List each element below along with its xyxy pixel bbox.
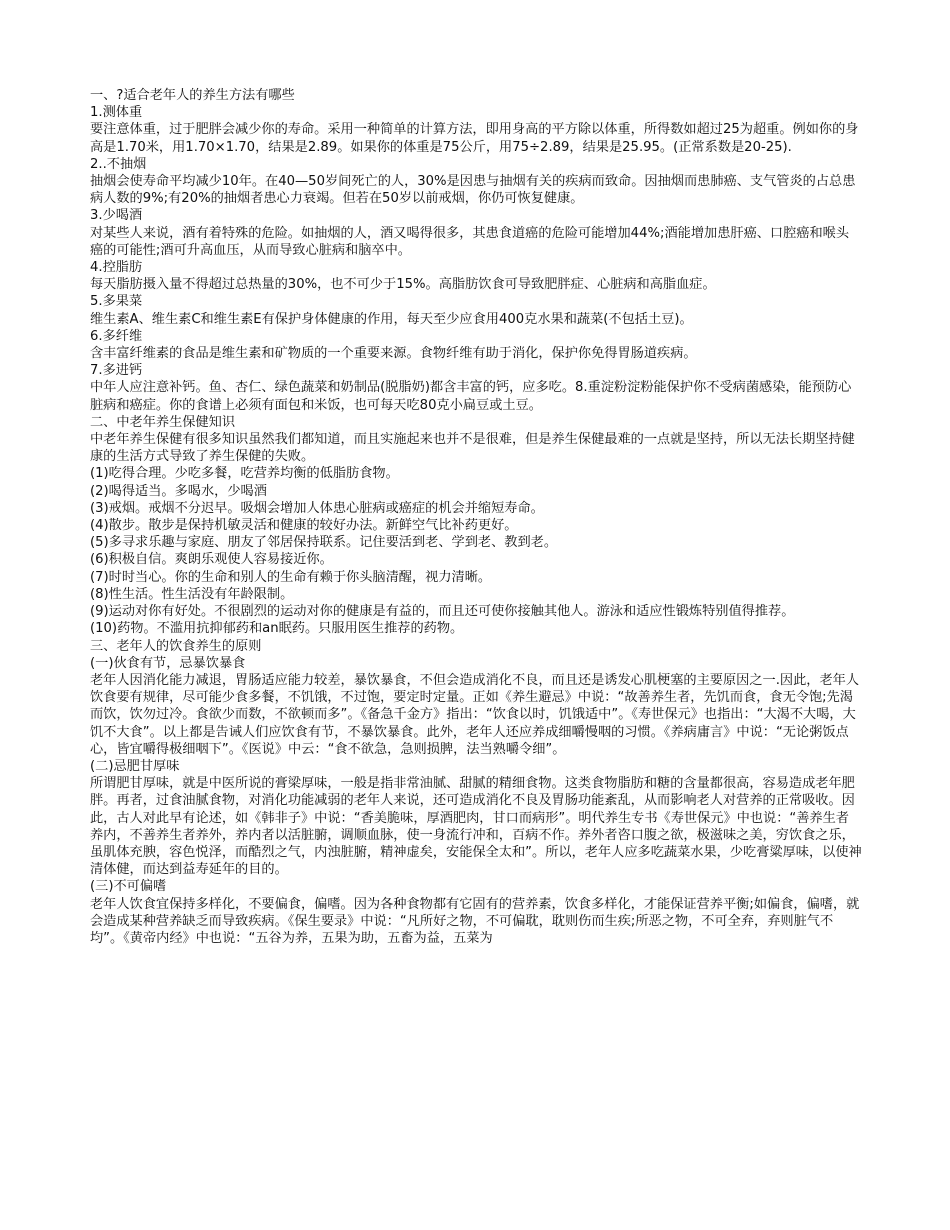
paragraph-fruits-vegetables: 维生素A、维生素C和维生素E有保护身体健康的作用，每天至少应食用400克水果和蔬菜(不包括土豆)。 — [90, 311, 693, 327]
list-item-6: (6)积极自信。爽朗乐观使人容易接近你。 — [90, 552, 333, 568]
list-item-8: (8)性生活。性生活没有年龄限制。 — [90, 586, 294, 602]
subheading-weigh: 1.测体重 — [90, 105, 143, 121]
section-heading-1: 一、?适合老年人的养生方法有哪些 — [90, 88, 295, 103]
document-page — [90, 87, 862, 947]
paragraph-section-2-intro: 中老年养生保健有很多知识虽然我们都知道，而且实施起来也并不是很难，但是养生保健最难的一点就是坚持，所以无法长期坚持健康的生活方式导致了养生保健的失败。 — [90, 432, 855, 465]
paragraph-avoid-rich-food: 所谓肥甘厚味，就是中医所说的膏梁厚味，一般是指非常油腻、甜腻的精细食物。这类食物脂肪和糖的含量都很高，容易造成老年肥胖。再者，过食油腻食物，对消化功能减弱的老年人来说，还可造成消化不良及胃肠功能紊乱，从而影响老人对营养的正常吸收。因此，古人对此早有论述，如《韩非子》中说：“香美脆味，厚酒肥肉，甘口而病形”。明代养生专书《寿世保元》中也说：“善养生者养内，不善养生者养外，养内者以活脏腑，调顺血脉，使一身流行冲和，百病不作。养外者咨口腹之欲，极滋味之美，穷饮食之乐，虽肌体充腴，容色悦泽，而酷烈之气，内浊脏腑，精神虚矣，安能保全太和”。所以，老年人应多吃蔬菜水果，少吃膏粱厚味，以使神清体健，而达到益寿延年的目的。 — [90, 776, 862, 878]
list-item-3: (3)戒烟。戒烟不分迟早。吸烟会增加人体患心脏病或癌症的机会并缩短寿命。 — [90, 500, 544, 516]
paragraph-calcium: 中年人应注意补钙。鱼、杏仁、绿色蔬菜和奶制品(脱脂奶)都含丰富的钙，应多吃。8.重淀粉淀粉能保护你不受病菌感染，能预防心脏病和癌症。你的食谱上必须有面包和米饭，也可每天吃80克小扁豆或土豆。 — [90, 380, 852, 413]
list-item-4: (4)散步。散步是保持机敏灵活和健康的较好办法。新鲜空气比补药更好。 — [90, 518, 518, 534]
subheading-less-alcohol: 3.少喝酒 — [90, 208, 143, 224]
subheading-moderate-eating: (一)伙食有节，忌暴饮暴食 — [90, 655, 246, 671]
section-heading-2: 二、中老年养生保健知识 — [90, 414, 236, 430]
list-item-9: (9)运动对你有好处。不很剧烈的运动对你的健康是有益的，而且还可使你接触其他人。游泳和适应性锻炼特别值得推荐。 — [90, 604, 795, 620]
subheading-no-picky-eating: (三)不可偏嗜 — [90, 879, 167, 895]
list-item-2: (2)喝得适当。多喝水，少喝酒 — [90, 483, 267, 499]
paragraph-less-alcohol: 对某些人来说，酒有着特殊的危险。如抽烟的人，酒又喝得很多，其患食道癌的危险可能增加44%;酒能增加患肝癌、口腔癌和喉头癌的可能性;酒可升高血压，从而导致心脏病和脑卒中。 — [90, 225, 850, 258]
subheading-fruits-vegetables: 5.多果菜 — [90, 294, 143, 310]
subheading-avoid-rich-food: (二)忌肥甘厚味 — [90, 758, 180, 774]
subheading-control-fat: 4.控脂肪 — [90, 260, 143, 276]
list-item-5: (5)多寻求乐趣与家庭、朋友了邻居保持联系。记住要活到老、学到老、教到老。 — [90, 535, 558, 551]
list-item-1: (1)吃得合理。少吃多餐，吃营养均衡的低脂肪食物。 — [90, 466, 399, 482]
subheading-calcium: 7.多进钙 — [90, 363, 143, 379]
paragraph-moderate-eating: 老年人因消化能力减退，胃肠适应能力较差，暴饮暴食，不但会造成消化不良，而且还是诱发心肌梗塞的主要原因之一.因此，老年人饮食要有规律，尽可能少食多餐，不饥饿，不过饱，要定时定量。正如《养生避忌》中说：“故善养生者，先饥而食，食无令饱;先渴而饮，饮勿过冷。食欲少而数，不欲顿而多”。《备急千金方》指出：“饮食以时，饥饿适中”。《寿世保元》也指出：“大渴不大喝，大饥不大食”。以上都是告诫人们应饮食有节，不暴饮暴食。此外，老年人还应养成细嚼慢咽的习惯。《养病庸言》中说：“无论粥饭点心，皆宜嚼得极细咽下”。《医说》中云：“食不欲急，急则损脾，法当熟嚼令细”。 — [90, 672, 860, 757]
paragraph-control-fat: 每天脂肪摄入量不得超过总热量的30%，也不可少于15%。高脂肪饮食可导致肥胖症、心脏病和高脂血症。 — [90, 277, 716, 293]
paragraph-no-picky-eating: 老年人饮食宜保持多样化，不要偏食，偏嗜。因为各种食物都有它固有的营养素，饮食多样化，才能保证营养平衡;如偏食，偏嗜，就会造成某种营养缺乏而导致疾病。《保生要录》中说：“凡所好之物，不可偏耽，耽则伤而生疾;所恶之物，不可全弃，弃则脏气不均”。《黄帝内经》中也说：“五谷为养，五果为助，五畜为益，五菜为 — [90, 896, 860, 946]
paragraph-no-smoking: 抽烟会使寿命平均减少10年。在40—50岁间死亡的人，30%是因患与抽烟有关的疾病而致命。因抽烟而患肺癌、支气管炎的占总患病人数的9%;有20%的抽烟者患心力衰竭。但若在50岁以前戒烟，你仍可恢复健康。 — [90, 174, 856, 207]
section-heading-3: 三、老年人的饮食养生的原则 — [90, 638, 262, 654]
subheading-fiber: 6.多纤维 — [90, 328, 143, 344]
list-item-7: (7)时时当心。你的生命和别人的生命有赖于你头脑清醒，视力清晰。 — [90, 569, 492, 585]
paragraph-weigh: 要注意体重，过于肥胖会减少你的寿命。采用一种简单的计算方法，即用身高的平方除以体重，所得数如超过25为超重。例如你的身高是1.70米，用1.70×1.70，结果是2.89。如果你的体重是75公斤，用75÷2.89，结果是25.95。(正常系数是20-25). — [90, 122, 859, 155]
paragraph-fiber: 含丰富纤维素的食品是维生素和矿物质的一个重要来源。食物纤维有助于消化，保护你免得胃肠道疾病。 — [90, 346, 697, 362]
list-item-10: (10)药物。不滥用抗抑郁药和an眠药。只服用医生推荐的药物。 — [90, 621, 464, 637]
subheading-no-smoking: 2..不抽烟 — [90, 156, 147, 172]
